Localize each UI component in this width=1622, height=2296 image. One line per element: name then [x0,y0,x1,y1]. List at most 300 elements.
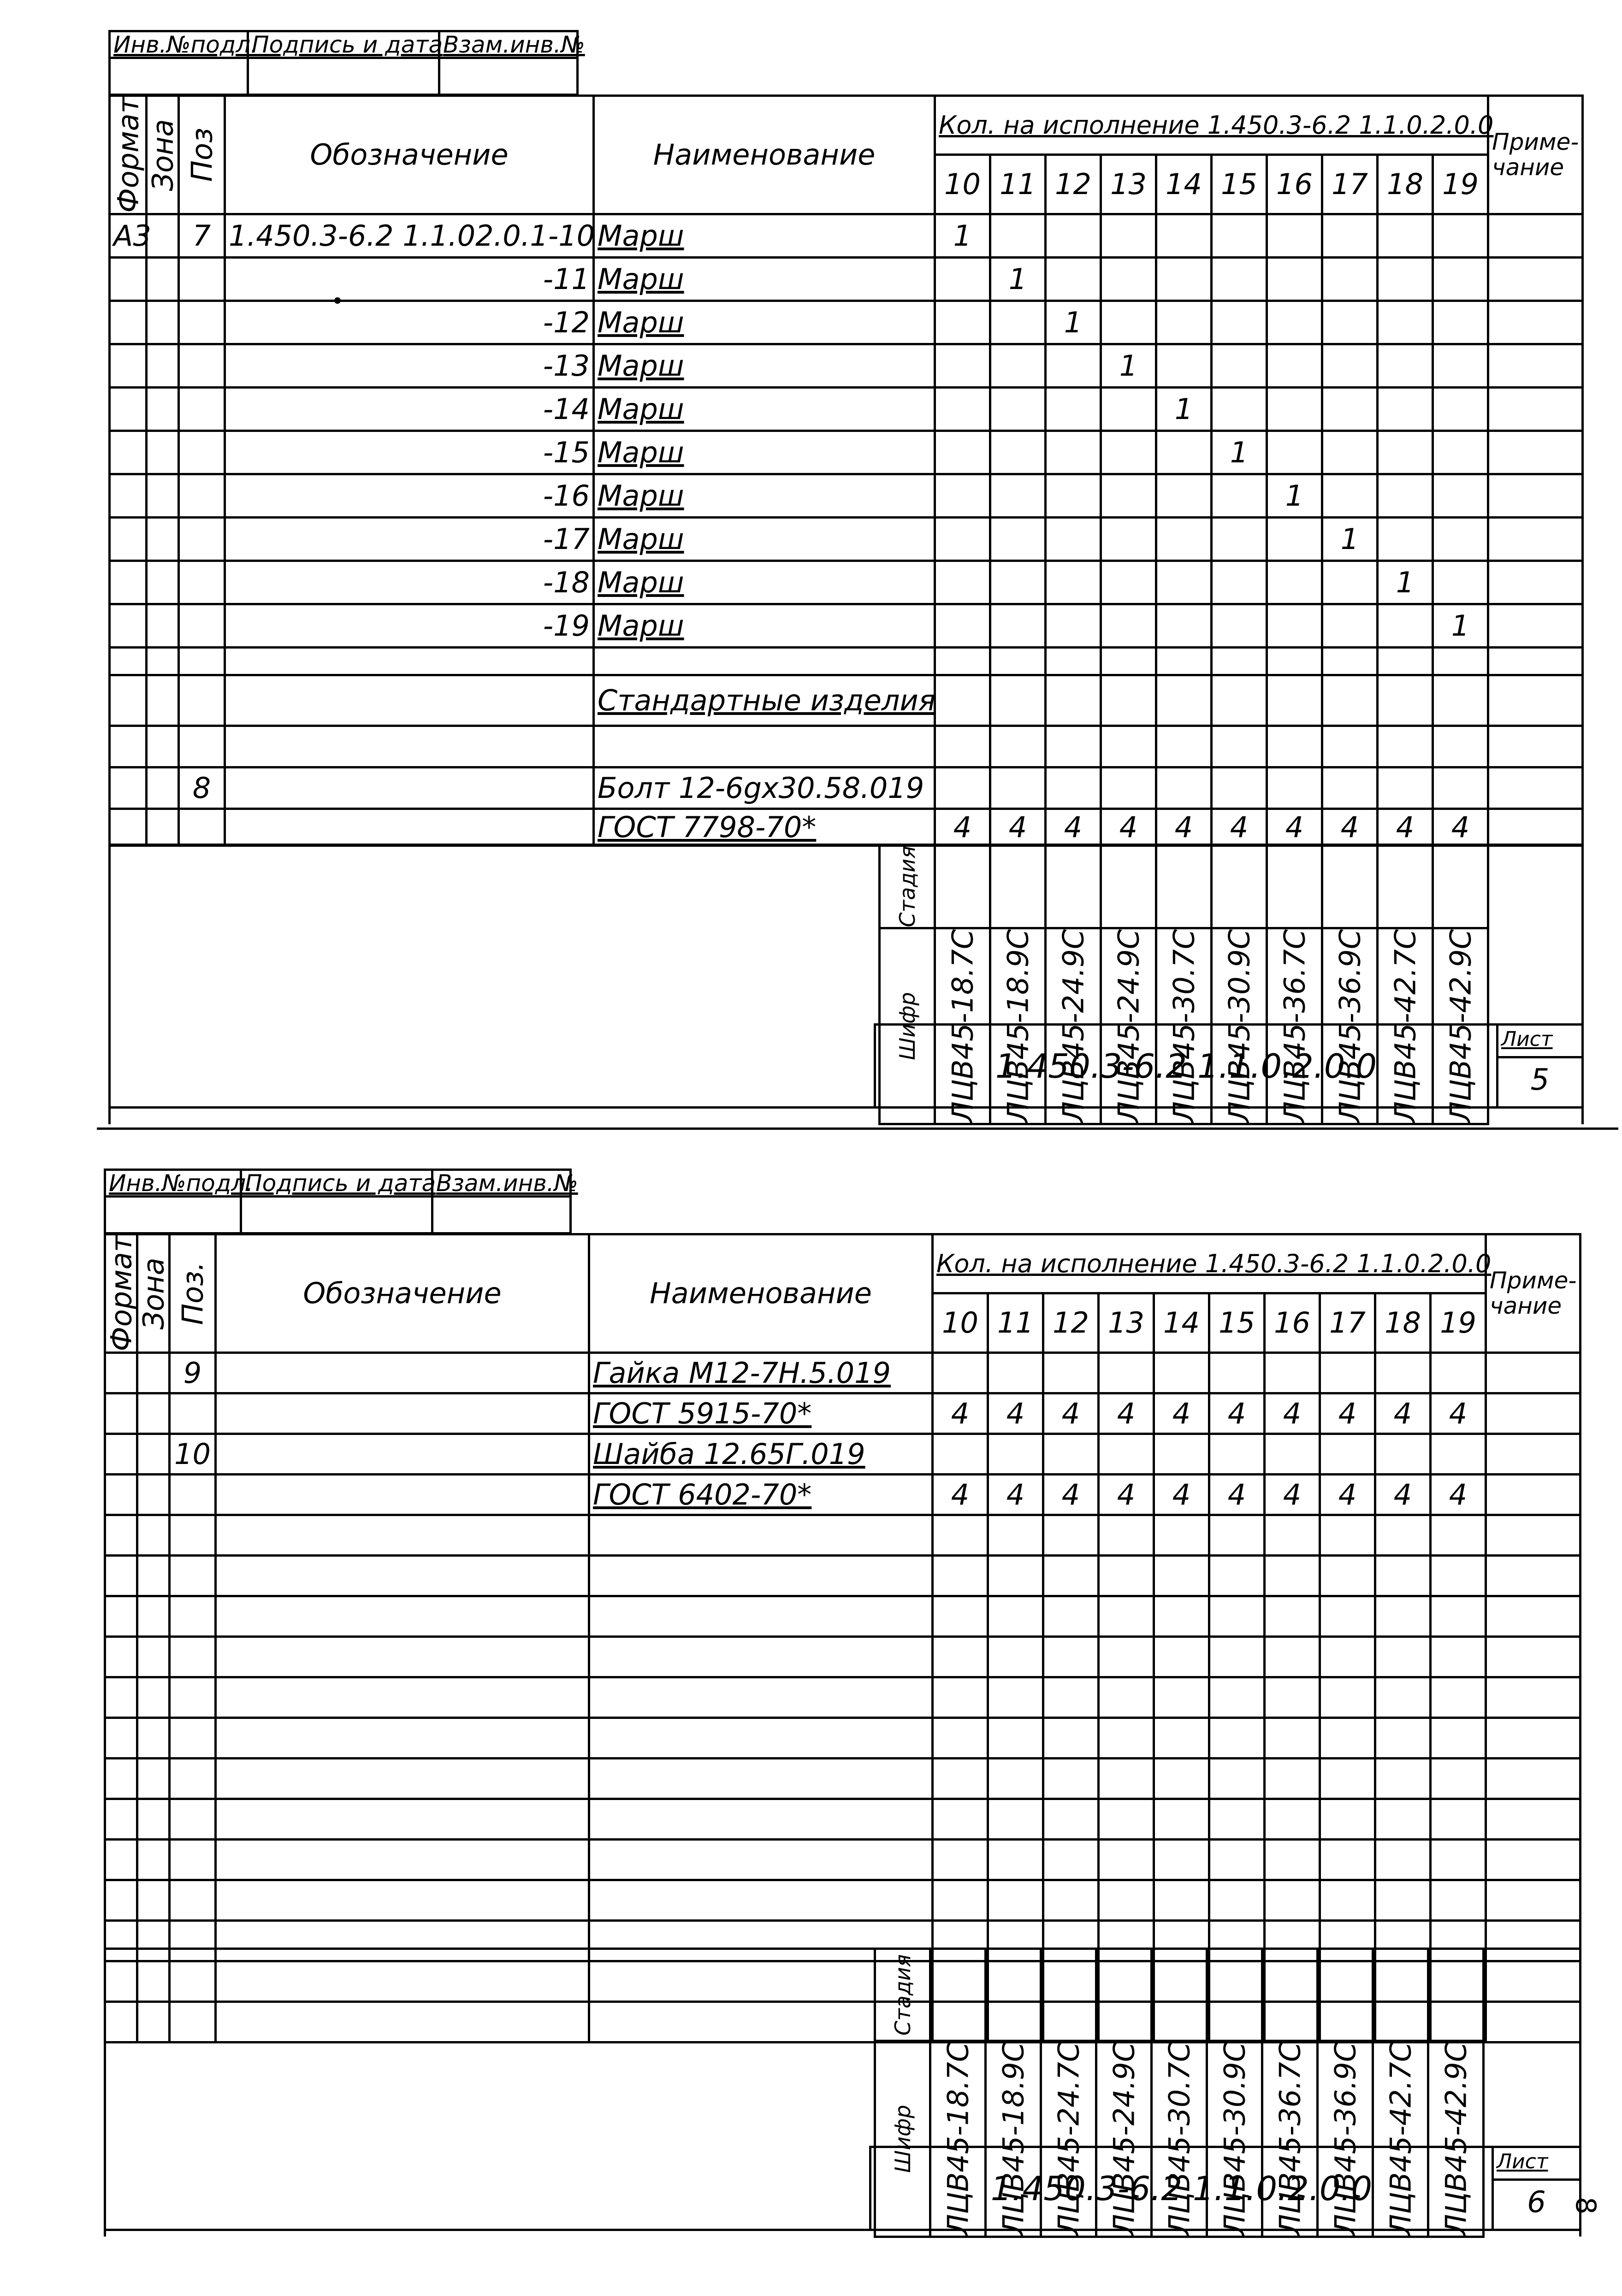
empty-cell [1265,1677,1320,1718]
empty-cell [1212,675,1267,726]
col-designation: Обозначение [225,96,594,214]
empty-cell [1486,1677,1581,1718]
empty-cell [933,1718,988,1758]
empty-cell [1101,767,1156,809]
qty-cell [1101,431,1156,474]
empty-cell [933,1555,988,1596]
empty-cell [1156,647,1212,675]
qty-cell [933,1352,988,1393]
qty-cell [935,431,990,474]
empty-cell [1267,675,1322,726]
empty-cell [589,1636,933,1677]
empty-cell [1099,1718,1154,1758]
empty-cell [216,1515,589,1555]
qty-cell [1433,561,1488,604]
qty-cell: 4 [1099,1393,1154,1434]
empty-cell [1156,675,1212,726]
empty-cell [933,1880,988,1920]
col-note-2: Приме-чание [1486,1234,1581,1353]
empty-cell [1043,1839,1099,1880]
empty-cell [1431,1799,1486,1839]
empty-cell [1265,1758,1320,1799]
qty-cell [1322,301,1378,344]
col-zone-2: Зона [137,1234,170,1353]
sheet-5 [0,0,1622,1129]
empty-cell [1099,1515,1154,1555]
empty-cell [1320,1880,1375,1920]
zone-cell [137,1474,170,1515]
empty-cell [933,1515,988,1555]
designation-cell: -15 [225,431,594,474]
note-cell [1488,214,1583,257]
code-cell: ЛЦВ45-24.7С [1041,2041,1096,2237]
qty-cell [1101,301,1156,344]
empty-cell [1154,1758,1209,1799]
code-cell: ЛЦВ45-18.9С [986,2041,1041,2237]
empty-cell [1433,767,1488,809]
table-row [105,1718,1581,1758]
qty-cell [1267,561,1322,604]
qty-cell: 4 [1212,809,1267,845]
name-cell: Марш [594,431,935,474]
sheet-number-2: 6 [1527,2185,1546,2219]
qty-cell: 4 [1099,1474,1154,1515]
qty-cell: 4 [990,809,1046,845]
version-col-14: 14 [1156,155,1212,214]
empty-cell [988,1515,1043,1555]
empty-cell [179,647,225,675]
empty-cell [1431,1596,1486,1636]
empty-cell [1375,1555,1431,1596]
empty-cell [1322,647,1378,675]
qty-cell [1043,1352,1099,1393]
qty-cell [1378,257,1433,301]
table-row [110,675,1583,726]
empty-cell [170,1677,216,1718]
version-col-19: 19 [1431,1293,1486,1352]
empty-cell [1320,1515,1375,1555]
table-row [105,1515,1581,1555]
version-col-16: 16 [1267,155,1322,214]
empty-cell [105,1636,137,1677]
format-cell [110,257,147,301]
empty-cell [1265,1718,1320,1758]
empty-cell [1154,1677,1209,1718]
format-cell [110,604,147,647]
empty-cell [1043,1555,1099,1596]
qty-cell [990,561,1046,604]
qty-cell [1322,561,1378,604]
code-cell: ЛЦВ45-42.7С [1373,2041,1428,2237]
empty-cell [990,726,1046,767]
qty-cell [1046,517,1101,561]
doc-number-2: 1.450.3-6.2 1.1.0.2.0.0 [870,2147,1493,2230]
empty-cell [935,726,990,767]
qty-cell [1101,604,1156,647]
empty-cell [589,1596,933,1636]
section-heading: Стандартные изделия [594,675,935,726]
empty-cell [225,767,594,809]
empty-cell [1099,1636,1154,1677]
zone-cell [147,474,179,517]
empty-cell [1431,1880,1486,1920]
table-row [105,1393,1581,1434]
format-cell: А3 [110,214,147,257]
empty-cell [1154,1718,1209,1758]
designation-cell: -13 [225,344,594,387]
empty-cell [170,1718,216,1758]
empty-cell [1488,647,1583,675]
empty-cell [1043,1880,1099,1920]
stage-label-2: Стадия [875,1949,930,2041]
empty-cell [1322,726,1378,767]
empty-cell [1320,1839,1375,1880]
empty-cell [1431,1839,1486,1880]
table-row [110,257,1583,301]
name-cell: Марш [594,604,935,647]
pos-cell [179,257,225,301]
empty-cell [1209,1636,1265,1677]
empty-cell [225,675,594,726]
empty-cell [216,1758,589,1799]
qty-cell: 1 [990,257,1046,301]
empty-cell [1099,1799,1154,1839]
qty-cell: 4 [1431,1474,1486,1515]
qty-cell: 1 [1046,301,1101,344]
empty-cell [933,1677,988,1718]
note-cell [1486,1352,1581,1393]
note-cell [1488,344,1583,387]
spec-table [108,94,1584,847]
empty-cell [179,809,225,845]
version-col-10: 10 [933,1293,988,1352]
name-cell: Марш [594,474,935,517]
qty-cell [1156,604,1212,647]
pos-cell: 9 [170,1352,216,1393]
table-row [110,647,1583,675]
qty-cell [1433,214,1488,257]
empty-cell [1099,1596,1154,1636]
table-row [105,1636,1581,1677]
format-cell [110,431,147,474]
empty-cell [1209,1555,1265,1596]
empty-cell [170,1880,216,1920]
empty-cell [1375,1799,1431,1839]
empty-cell [110,767,147,809]
qty-cell [1378,474,1433,517]
qty-cell [990,604,1046,647]
pos-cell [179,517,225,561]
col-note: Приме-чание [1488,96,1583,214]
table-row [105,1880,1581,1920]
code-cell: ЛЦВ45-24.9С [1096,2041,1152,2237]
qty-cell [1156,344,1212,387]
table-row [105,1434,1581,1474]
qty-cell [1378,301,1433,344]
name-cell: Марш [594,387,935,431]
qty-cell [1433,431,1488,474]
empty-cell [170,1799,216,1839]
zone-cell [147,604,179,647]
empty-cell [935,767,990,809]
empty-cell [1322,767,1378,809]
qty-cell: 4 [1046,809,1101,845]
pos-cell [179,561,225,604]
version-col-15: 15 [1212,155,1267,214]
empty-cell [589,1515,933,1555]
spec-table-2 [104,1233,1581,2043]
format-cell [110,387,147,431]
zone-cell [147,561,179,604]
empty-cell [1488,726,1583,767]
qty-cell [1046,474,1101,517]
empty-cell [1209,1799,1265,1839]
pos-cell [179,604,225,647]
code-cell: ЛЦВ45-18.7С [935,928,990,1124]
empty-cell [137,1677,170,1718]
pos-cell [179,301,225,344]
sheet-6 [0,1129,1622,2296]
code-label-2: Шифр [875,2041,930,2237]
table-row [110,809,1583,845]
zone-cell [147,387,179,431]
code-cell: ЛЦВ45-36.7С [1262,2041,1318,2237]
empty-cell [170,1839,216,1880]
name-cell: Марш [594,214,935,257]
empty-cell [105,1839,137,1880]
empty-cell [216,1555,589,1596]
qty-cell [1046,431,1101,474]
empty-cell [1267,726,1322,767]
empty-cell [1154,1880,1209,1920]
empty-cell [137,1596,170,1636]
version-col-15: 15 [1209,1293,1265,1352]
qty-cell: 4 [1433,809,1488,845]
table-row [110,517,1583,561]
margin-mark: 8 [1569,2196,1602,2215]
qty-cell: 4 [1209,1393,1265,1434]
qty-cell: 4 [1320,1393,1375,1434]
empty-cell [216,1839,589,1880]
empty-cell [1209,1839,1265,1880]
pos-cell: 10 [170,1434,216,1474]
note-cell [1488,474,1583,517]
qty-cell [1378,344,1433,387]
qty-cell: 1 [1101,344,1156,387]
version-col-17: 17 [1322,155,1378,214]
table-row [110,387,1583,431]
zone-cell [147,344,179,387]
vzam-label-2: Взам.инв.№ [432,1170,571,1197]
qty-cell [1212,257,1267,301]
qty-cell [1322,474,1378,517]
empty-cell [988,1718,1043,1758]
empty-cell [1375,1758,1431,1799]
empty-cell [105,1515,137,1555]
qty-cell [1212,344,1267,387]
qty-cell [1156,301,1212,344]
name-cell: ГОСТ 5915-70* [589,1393,933,1434]
qty-cell [1433,474,1488,517]
empty-cell [105,1718,137,1758]
zone-cell [147,431,179,474]
qty-cell [1267,431,1322,474]
qty-cell: 4 [1322,809,1378,845]
empty-cell [225,809,594,845]
note-cell [1488,431,1583,474]
qty-cell [1046,561,1101,604]
name-cell: Болт 12-6gx30.58.019 [594,767,935,809]
empty-cell [137,1718,170,1758]
qty-cell: 4 [1375,1393,1431,1434]
col-name-2: Наименование [589,1234,933,1353]
qty-cell: 1 [935,214,990,257]
qty-cell [1378,214,1433,257]
table-row [105,1352,1581,1393]
pos-cell [170,1393,216,1434]
qty-cell: 4 [935,809,990,845]
qty-cell [935,301,990,344]
zone-cell [147,301,179,344]
qty-cell [1375,1352,1431,1393]
empty-cell [137,1515,170,1555]
pos-cell [179,344,225,387]
qty-cell [1101,561,1156,604]
table-row [110,344,1583,387]
empty-cell [1322,675,1378,726]
empty-cell [216,1799,589,1839]
col-designation-2: Обозначение [216,1234,589,1353]
empty-cell [589,1718,933,1758]
format-cell [110,344,147,387]
table-row [110,301,1583,344]
zone-cell [137,1434,170,1474]
pos-cell [179,474,225,517]
table-row [110,561,1583,604]
empty-cell [1431,1677,1486,1718]
qty-cell [1101,214,1156,257]
qty-cell: 1 [1378,561,1433,604]
empty-cell [988,1880,1043,1920]
qty-cell [1212,604,1267,647]
empty-cell [589,1880,933,1920]
qty-cell: 4 [1265,1474,1320,1515]
qty-cell [1322,431,1378,474]
empty-cell [1043,1758,1099,1799]
qty-cell [935,344,990,387]
code-cell: ЛЦВ45-36.7С [1267,928,1322,1124]
name-cell: Гайка М12-7Н.5.019 [589,1352,933,1393]
empty-cell [1375,1880,1431,1920]
qty-cell [1212,517,1267,561]
qty-cell [1156,474,1212,517]
table-row [110,474,1583,517]
qty-cell [1046,214,1101,257]
col-name: Наименование [594,96,935,214]
note-cell [1488,301,1583,344]
empty-cell [933,1839,988,1880]
empty-cell [170,1596,216,1636]
code-cell: ЛЦВ45-24.9С [1046,928,1101,1124]
empty-cell [1320,1677,1375,1718]
empty-cell [1101,647,1156,675]
qty-cell [1209,1434,1265,1474]
qty-cell [935,387,990,431]
name-cell: Марш [594,301,935,344]
empty-cell [1209,1515,1265,1555]
name-cell: Шайба 12.65Г.019 [589,1434,933,1474]
qty-cell [988,1352,1043,1393]
table-row [105,1758,1581,1799]
empty-cell [1043,1515,1099,1555]
qty-cell: 4 [1320,1474,1375,1515]
format-cell [105,1474,137,1515]
empty-cell [1265,1799,1320,1839]
table-row [105,1677,1581,1718]
qty-cell [1322,257,1378,301]
empty-cell [137,1799,170,1839]
qty-cell [1099,1352,1154,1393]
empty-cell [990,767,1046,809]
empty-cell [1431,1555,1486,1596]
table-row [105,1474,1581,1515]
empty-cell [1046,767,1101,809]
empty-cell [216,1880,589,1920]
qty-cell [1046,387,1101,431]
name-cell: Марш [594,561,935,604]
qty-cell [935,561,990,604]
table-row [105,1839,1581,1880]
qty-cell: 1 [1156,387,1212,431]
qty-cell: 4 [988,1393,1043,1434]
qty-cell [1212,214,1267,257]
empty-cell [1375,1718,1431,1758]
empty-cell [1433,726,1488,767]
qty-cell [1046,257,1101,301]
empty-cell [1154,1555,1209,1596]
qty-title-2: Кол. на исполнение 1.450.3-6.2 1.1.0.2.0.0 [933,1234,1486,1293]
empty-cell [1320,1555,1375,1596]
qty-cell [1101,257,1156,301]
empty-cell [1431,1515,1486,1555]
empty-cell [1099,1677,1154,1718]
qty-cell [1209,1352,1265,1393]
code-cell: ЛЦВ45-30.7С [1156,928,1212,1124]
table-row [105,1799,1581,1839]
code-cell: ЛЦВ45-36.9С [1322,928,1378,1124]
qty-cell [1378,431,1433,474]
empty-cell [1043,1718,1099,1758]
format-cell [110,474,147,517]
qty-cell [1267,214,1322,257]
empty-cell [589,1677,933,1718]
qty-title: Кол. на исполнение 1.450.3-6.2 1.1.0.2.0.0 [935,96,1488,155]
note-cell [1488,387,1583,431]
qty-cell [1265,1434,1320,1474]
empty-cell [1265,1839,1320,1880]
designation-cell [216,1474,589,1515]
note-cell [1486,1474,1581,1515]
empty-cell [935,675,990,726]
empty-cell [1154,1515,1209,1555]
qty-cell [1101,474,1156,517]
empty-cell [594,647,935,675]
qty-cell [935,474,990,517]
empty-cell [170,1758,216,1799]
empty-cell [1212,726,1267,767]
col-pos: Поз [179,96,225,214]
format-cell [105,1393,137,1434]
